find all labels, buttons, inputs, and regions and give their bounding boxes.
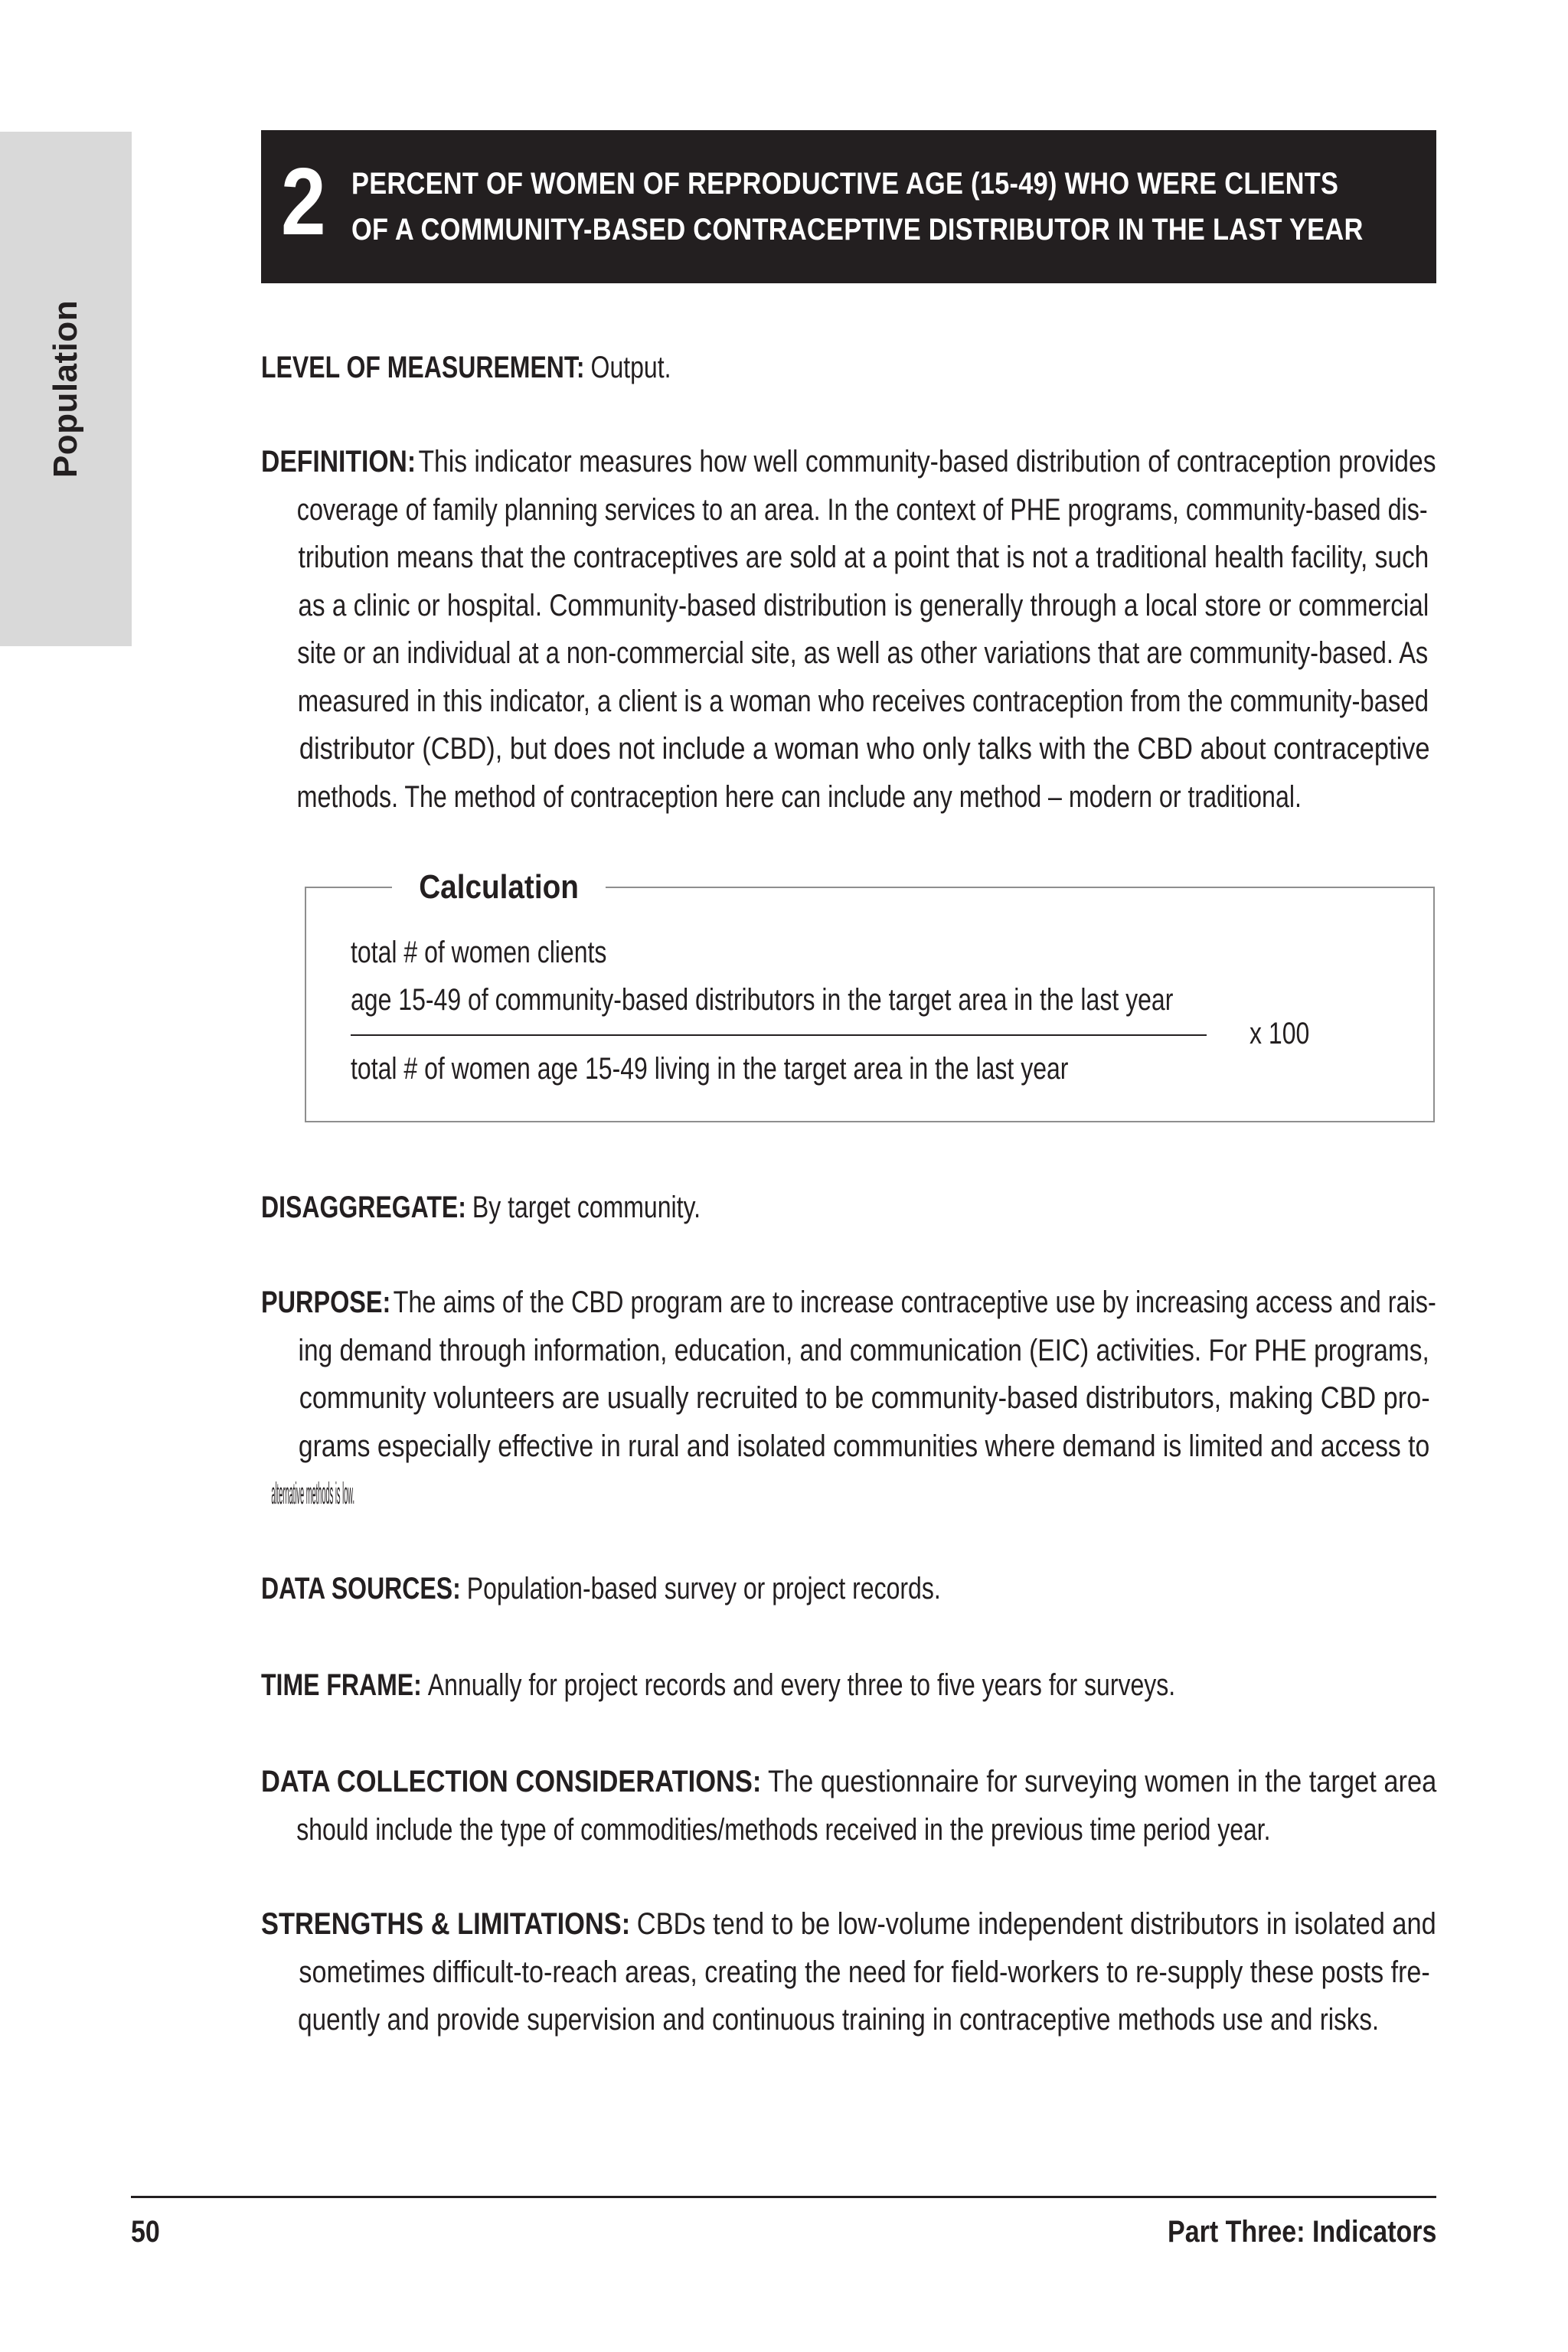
calculation-multiplier: x 100 <box>1250 1017 1310 1050</box>
calculation-numerator-line-1: total # of women clients <box>351 936 607 969</box>
strengths-line: CBDs tend to be low-volume independent distributors in isolated and <box>636 1907 1436 1941</box>
definition-section <box>261 438 1436 821</box>
purpose-line: grams especially effective in rural and isolated communities where demand is limited and access to <box>298 1429 1430 1463</box>
purpose-section <box>261 1279 1436 1518</box>
data-sources-text: Population-based survey or project records. <box>466 1572 941 1606</box>
time-frame-section <box>261 1661 1436 1710</box>
purpose-label: PURPOSE: <box>261 1285 391 1319</box>
time-frame-label: TIME FRAME: <box>261 1668 422 1702</box>
purpose-line: alternative methods is low. <box>271 1477 355 1511</box>
calculation-denominator: total # of women age 15-49 living in the target area in the last year <box>351 1052 1069 1086</box>
footer-section-title: Part Three: Indicators <box>1167 2215 1436 2249</box>
disaggregate-text: By target community. <box>472 1191 701 1224</box>
level-label: LEVEL OF MEASUREMENT: <box>261 351 585 384</box>
section-side-tab-label: Population <box>47 299 84 479</box>
indicator-title-line-2: OF A COMMUNITY-BASED CONTRACEPTIVE DISTRIBUTOR IN THE LAST YEAR <box>351 213 1364 247</box>
time-frame-text: Annually for project records and every three to five years for surveys. <box>427 1668 1176 1702</box>
data-collection-label: DATA COLLECTION CONSIDERATIONS: <box>261 1765 762 1798</box>
calculation-fraction-rule <box>351 1034 1207 1036</box>
level-text: Output. <box>590 351 671 384</box>
data-sources-label: DATA SOURCES: <box>261 1572 461 1606</box>
data-collection-line: should include the type of commodities/methods received in the previous time period year. <box>296 1812 1271 1847</box>
strengths-line: quently and provide supervision and continuous training in contraceptive methods use and risks. <box>298 2003 1380 2037</box>
indicator-number: 2 <box>281 149 326 255</box>
footer-rule <box>131 2196 1436 2198</box>
strengths-limitations-section <box>261 1900 1436 2044</box>
level-of-measurement <box>261 344 1436 392</box>
disaggregate-section <box>261 1184 1436 1232</box>
definition-line: as a clinic or hospital. Community-based distribution is generally through a local store or commercial <box>298 588 1429 622</box>
calculation-box <box>305 868 1435 1122</box>
page-number: 50 <box>131 2215 160 2249</box>
data-sources-section <box>261 1565 1436 1613</box>
strengths-label: STRENGTHS & LIMITATIONS: <box>261 1907 631 1941</box>
purpose-line: ing demand through information, education, and communication (EIC) activities. For PHE programs, <box>298 1333 1429 1367</box>
indicator-title-line-1: PERCENT OF WOMEN OF REPRODUCTIVE AGE (15-49) WHO WERE CLIENTS <box>351 167 1339 201</box>
disaggregate-label: DISAGGREGATE: <box>261 1191 466 1224</box>
definition-line: This indicator measures how well community-based distribution of contraception provides <box>418 445 1436 479</box>
definition-line: methods. The method of contraception here can include any method – modern or traditional. <box>296 779 1302 814</box>
indicator-title-bar <box>261 130 1436 283</box>
data-collection-section <box>261 1758 1436 1854</box>
calculation-numerator-line-2: age 15-49 of community-based distributors in the target area in the last year <box>351 983 1174 1017</box>
definition-line: site or an individual at a non-commercial site, as well as other variations that are community-based. As <box>297 636 1429 670</box>
purpose-line: The aims of the CBD program are to increase contraceptive use by increasing access and rais- <box>393 1285 1436 1319</box>
purpose-line: community volunteers are usually recruited to be community-based distributors, making CBD pro- <box>299 1381 1430 1415</box>
calculation-legend: Calculation <box>392 868 606 906</box>
strengths-line: sometimes difficult-to-reach areas, creating the need for field-workers to re-supply these posts fre- <box>299 1955 1430 1989</box>
data-collection-line: The questionnaire for surveying women in the target area <box>767 1765 1437 1798</box>
definition-line: distributor (CBD), but does not include a woman who only talks with the CBD about contraceptive <box>299 732 1430 766</box>
definition-line: tribution means that the contraceptives are sold at a point that is not a traditional health facility, such <box>298 541 1429 574</box>
definition-line: measured in this indicator, a client is a woman who receives contraception from the community-based <box>297 684 1429 718</box>
definition-line: coverage of family planning services to an area. In the context of PHE programs, community-based dis- <box>296 492 1428 527</box>
definition-label: DEFINITION: <box>261 445 416 479</box>
